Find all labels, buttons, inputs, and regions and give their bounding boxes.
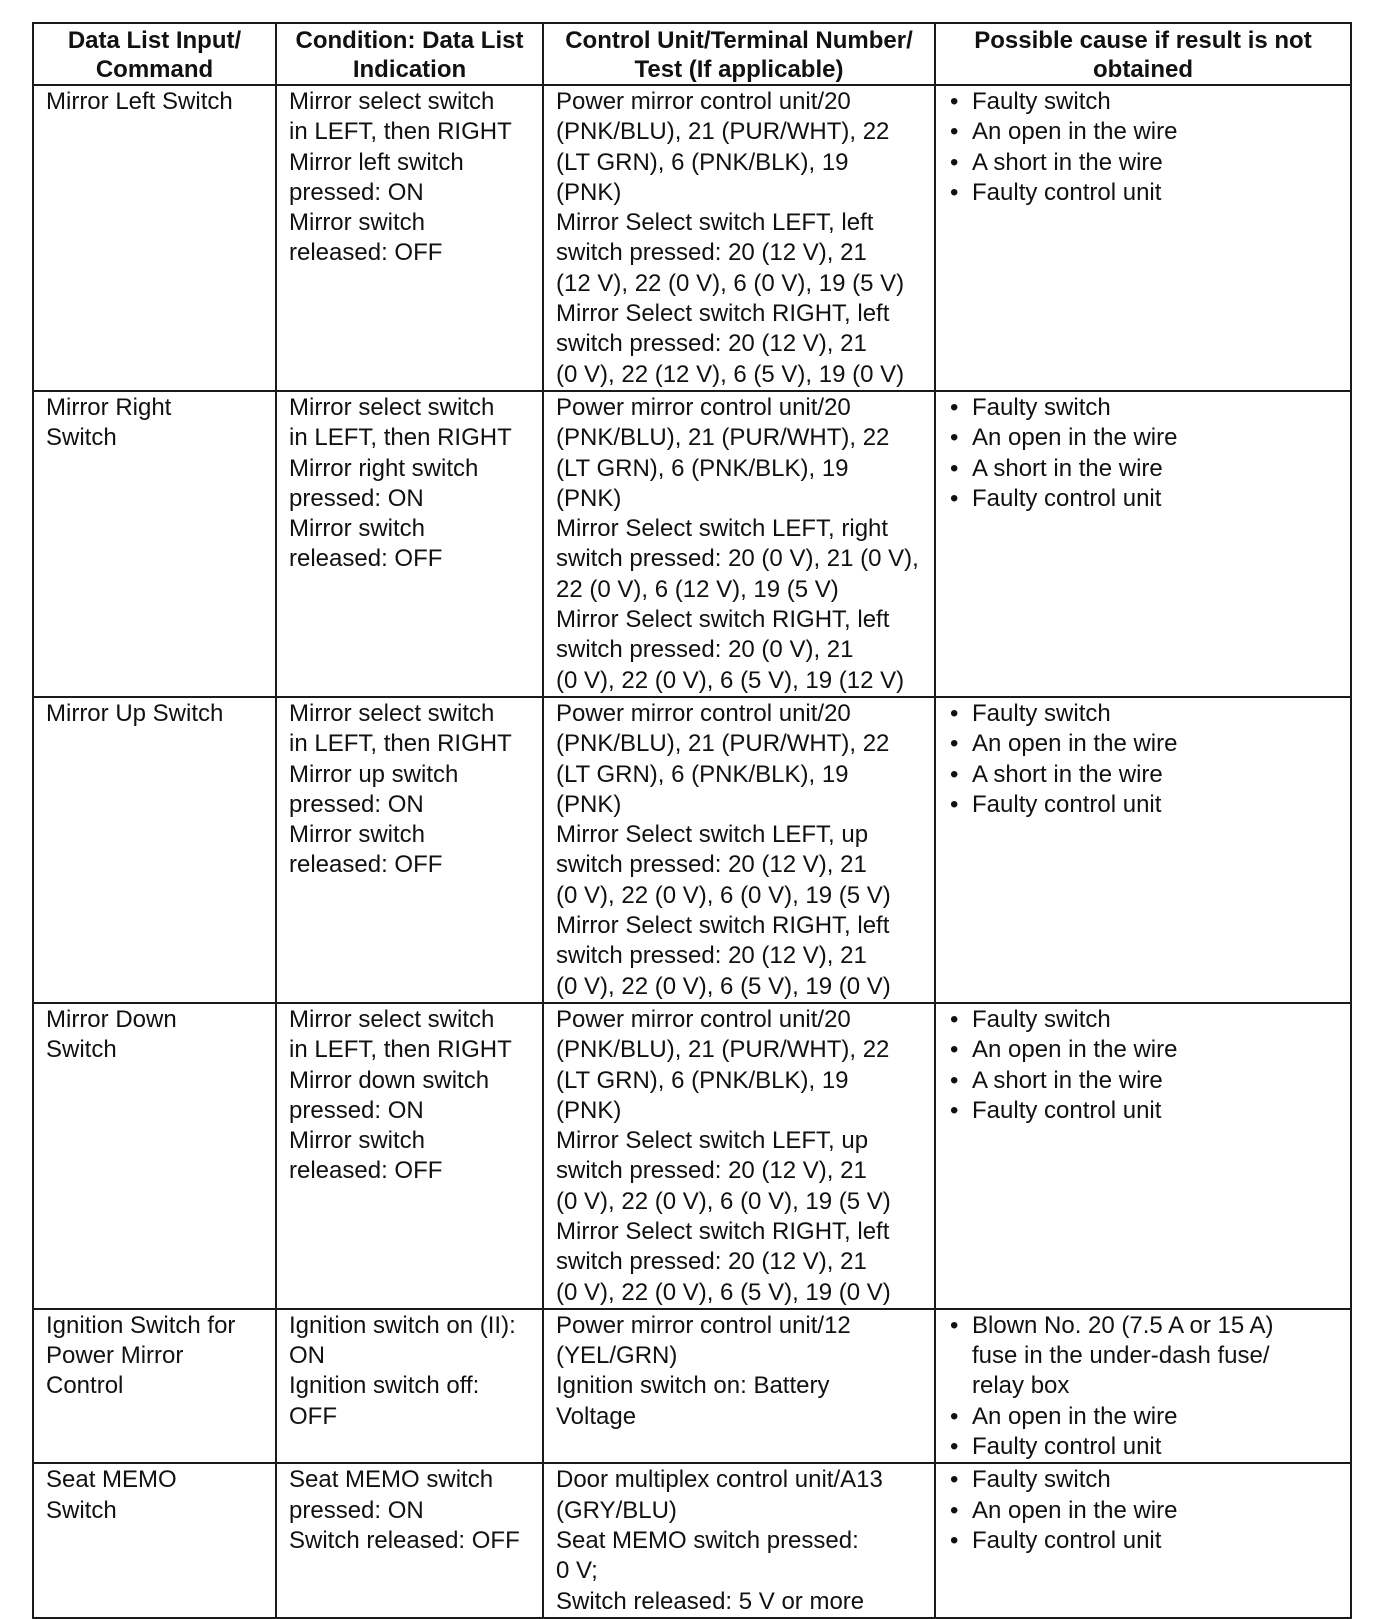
cell-input	[33, 1463, 276, 1617]
cell-condition-line: Ignition switch on (II):	[289, 1311, 516, 1339]
cause-line: • Faulty control unit	[972, 790, 1162, 818]
table-row	[33, 1463, 1351, 1617]
cell-test-line: Mirror Select switch RIGHT, left	[556, 606, 890, 634]
cause-line: • Faulty switch	[972, 1005, 1111, 1033]
cell-condition-line: Mirror left switch	[289, 148, 464, 176]
header-line: Command	[95, 56, 214, 83]
cell-test-line: Power mirror control unit/20	[556, 1005, 851, 1033]
cell-test-line: (0 V), 22 (0 V), 6 (0 V), 19 (5 V)	[556, 1187, 891, 1215]
cause-item	[948, 1465, 1342, 1495]
cause-item	[948, 1096, 1342, 1126]
cause-line: relay box	[972, 1372, 1070, 1400]
cell-input	[33, 391, 276, 697]
cause-line: • An open in the wire	[972, 1036, 1178, 1064]
cell-test-line: switch pressed: 20 (12 V), 21	[556, 1248, 867, 1276]
cause-item	[948, 1005, 1342, 1035]
cause-line: • Faulty switch	[972, 88, 1111, 115]
cell-condition-line: pressed: ON	[289, 178, 424, 206]
cell-condition-line: Mirror down switch	[289, 1066, 490, 1094]
cell-input	[33, 1003, 276, 1309]
cause-item	[948, 423, 1342, 453]
cause-line: • A short in the wire	[972, 760, 1163, 788]
cell-condition	[276, 697, 543, 1003]
cause-item	[948, 117, 1342, 147]
cell-causes	[935, 85, 1351, 391]
cause-line: • Faulty switch	[972, 1466, 1111, 1494]
cell-condition-line: Mirror select switch	[289, 393, 495, 421]
cause-item	[948, 1432, 1342, 1462]
causes-list	[948, 1311, 1342, 1462]
cell-condition-line: released: OFF	[289, 851, 443, 879]
header-condition	[276, 23, 543, 85]
cell-condition-line: released: OFF	[289, 1157, 443, 1185]
cell-condition-line: pressed: ON	[289, 1096, 424, 1124]
cell-test	[543, 391, 935, 697]
cause-line: • Blown No. 20 (7.5 A or 15 A)	[972, 1311, 1274, 1339]
cell-test-line: switch pressed: 20 (0 V), 21 (0 V),	[556, 545, 919, 573]
cause-line: • Faulty control unit	[972, 178, 1162, 206]
cell-test-line: switch pressed: 20 (12 V), 21	[556, 239, 867, 267]
cell-condition-line: Mirror switch	[289, 209, 425, 237]
cell-test-line: (PNK/BLU), 21 (PUR/WHT), 22	[556, 730, 890, 758]
cell-input	[33, 1309, 276, 1463]
cell-input-line: Switch	[46, 1496, 117, 1524]
cell-causes	[935, 1309, 1351, 1463]
cause-line: • Faulty control unit	[972, 484, 1162, 512]
cell-test-line: (PNK)	[556, 484, 622, 512]
cause-line: • A short in the wire	[972, 1066, 1163, 1094]
cell-condition-line: Mirror right switch	[289, 454, 479, 482]
header-line: obtained	[1093, 56, 1193, 83]
cell-input-line: Seat MEMO	[46, 1466, 177, 1494]
cell-test-line: (PNK)	[556, 1096, 622, 1124]
cell-condition-line: released: OFF	[289, 239, 443, 267]
cell-test-line: Power mirror control unit/20	[556, 393, 851, 421]
cell-causes	[935, 697, 1351, 1003]
cause-item	[948, 178, 1342, 208]
cause-item	[948, 1311, 1342, 1402]
cause-item	[948, 729, 1342, 759]
cell-test-line: (LT GRN), 6 (PNK/BLK), 19	[556, 1066, 849, 1094]
cause-item	[948, 1066, 1342, 1096]
cause-line: • An open in the wire	[972, 1496, 1178, 1524]
cause-item	[948, 1496, 1342, 1526]
cell-test-line: (0 V), 22 (0 V), 6 (5 V), 19 (12 V)	[556, 666, 905, 694]
cell-test-line: Seat MEMO switch pressed:	[556, 1526, 859, 1554]
cell-test-line: (YEL/GRN)	[556, 1342, 678, 1370]
cell-condition-line: in LEFT, then RIGHT	[289, 118, 512, 146]
cell-input-line: Mirror Up Switch	[46, 699, 224, 727]
cell-test-line: Mirror Select switch RIGHT, left	[556, 912, 890, 940]
cause-item	[948, 790, 1342, 820]
cell-causes	[935, 391, 1351, 697]
header-line: Condition: Data List	[295, 27, 524, 54]
cell-condition	[276, 1463, 543, 1617]
cell-input	[33, 697, 276, 1003]
cell-input-line: Ignition Switch for	[46, 1311, 236, 1339]
cause-line: • Faulty switch	[972, 393, 1111, 421]
cell-condition-line: pressed: ON	[289, 1496, 424, 1524]
cell-causes	[935, 1003, 1351, 1309]
cell-condition-line: in LEFT, then RIGHT	[289, 730, 512, 758]
table-row	[33, 391, 1351, 697]
cell-condition-line: Mirror select switch	[289, 1005, 495, 1033]
cell-test	[543, 1309, 935, 1463]
cell-test	[543, 697, 935, 1003]
cell-test-line: (PNK)	[556, 178, 622, 206]
causes-list	[948, 1465, 1342, 1556]
cell-test-line: (0 V), 22 (0 V), 6 (0 V), 19 (5 V)	[556, 881, 891, 909]
cell-test-line: Switch released: 5 V or more	[556, 1587, 865, 1615]
cause-item	[948, 760, 1342, 790]
cell-condition-line: released: OFF	[289, 545, 443, 573]
cell-input-line: Switch	[46, 424, 117, 452]
cause-item	[948, 87, 1342, 117]
cell-test-line: Power mirror control unit/20	[556, 699, 851, 727]
cell-test	[543, 85, 935, 391]
cell-test-line: Power mirror control unit/12	[556, 1311, 851, 1339]
cell-input-line: Mirror Left Switch	[46, 88, 233, 115]
causes-list	[948, 1005, 1342, 1126]
cell-test-line: Ignition switch on: Battery	[556, 1372, 830, 1400]
cell-test-line: Door multiplex control unit/A13	[556, 1466, 883, 1494]
cell-condition-line: Mirror switch	[289, 1127, 425, 1155]
cell-test-line: (12 V), 22 (0 V), 6 (0 V), 19 (5 V)	[556, 269, 905, 297]
cell-test-line: (LT GRN), 6 (PNK/BLK), 19	[556, 760, 849, 788]
cell-condition-line: pressed: ON	[289, 484, 424, 512]
cell-test-line: (PNK)	[556, 790, 622, 818]
cell-test-line: (0 V), 22 (0 V), 6 (5 V), 19 (0 V)	[556, 972, 891, 1000]
cell-test-line: (GRY/BLU)	[556, 1496, 677, 1524]
header-input	[33, 23, 276, 85]
cause-line: • Faulty switch	[972, 699, 1111, 727]
cause-line: • Faulty control unit	[972, 1433, 1162, 1461]
table-row	[33, 1003, 1351, 1309]
cell-condition-line: OFF	[289, 1402, 337, 1430]
cell-input-line: Control	[46, 1372, 124, 1400]
cause-line: • An open in the wire	[972, 118, 1178, 146]
cell-test-line: switch pressed: 20 (12 V), 21	[556, 851, 867, 879]
cell-causes	[935, 1463, 1351, 1617]
cell-test-line: Voltage	[556, 1402, 637, 1430]
cell-condition-line: Mirror select switch	[289, 699, 495, 727]
cell-condition-line: Mirror select switch	[289, 88, 495, 115]
cell-test-line: (LT GRN), 6 (PNK/BLK), 19	[556, 454, 849, 482]
header-line: Indication	[352, 56, 467, 83]
cell-test-line: (PNK/BLU), 21 (PUR/WHT), 22	[556, 1036, 890, 1064]
header-row	[33, 23, 1351, 85]
header-test	[543, 23, 935, 85]
header-line: Data List Input/	[67, 27, 242, 54]
cell-condition-line: Mirror switch	[289, 821, 425, 849]
cell-test-line: Power mirror control unit/20	[556, 88, 851, 115]
header-causes	[935, 23, 1351, 85]
header-line: Test (If applicable)	[634, 56, 844, 83]
cell-test	[543, 1003, 935, 1309]
cause-line: • An open in the wire	[972, 730, 1178, 758]
cell-condition	[276, 391, 543, 697]
cell-condition-line: ON	[289, 1342, 325, 1370]
cell-test-line: 22 (0 V), 6 (12 V), 19 (5 V)	[556, 575, 839, 603]
cell-test-line: (LT GRN), 6 (PNK/BLK), 19	[556, 148, 849, 176]
cell-input-line: Switch	[46, 1036, 117, 1064]
table-row	[33, 1309, 1351, 1463]
cell-test-line: Mirror Select switch LEFT, right	[556, 515, 889, 543]
data-list-table	[32, 22, 1352, 1619]
cell-test-line: Mirror Select switch LEFT, up	[556, 821, 869, 849]
cause-item	[948, 699, 1342, 729]
cell-input-line: Mirror Right	[46, 393, 172, 421]
cause-line: • An open in the wire	[972, 424, 1178, 452]
causes-list	[948, 699, 1342, 820]
header-line: Control Unit/Terminal Number/	[565, 27, 913, 54]
cell-condition-line: Seat MEMO switch	[289, 1466, 494, 1494]
cell-test-line: (0 V), 22 (12 V), 6 (5 V), 19 (0 V)	[556, 360, 905, 388]
cell-test-line: switch pressed: 20 (12 V), 21	[556, 330, 867, 358]
cause-item	[948, 1402, 1342, 1432]
cell-condition-line: Switch released: OFF	[289, 1526, 520, 1554]
cause-line: fuse in the under-dash fuse/	[972, 1342, 1270, 1370]
cell-test-line: Mirror Select switch RIGHT, left	[556, 300, 890, 328]
cell-input	[33, 85, 276, 391]
cell-test-line: (PNK/BLU), 21 (PUR/WHT), 22	[556, 118, 890, 146]
cell-test-line: switch pressed: 20 (12 V), 21	[556, 1157, 867, 1185]
cell-test-line: switch pressed: 20 (12 V), 21	[556, 942, 867, 970]
cell-test-line: Mirror Select switch LEFT, left	[556, 209, 874, 237]
cause-item	[948, 484, 1342, 514]
cell-test	[543, 1463, 935, 1617]
table-row	[33, 697, 1351, 1003]
table-row	[33, 85, 1351, 391]
cause-item	[948, 393, 1342, 423]
cell-condition-line: in LEFT, then RIGHT	[289, 1036, 512, 1064]
cell-condition-line: pressed: ON	[289, 790, 424, 818]
cause-line: • A short in the wire	[972, 148, 1163, 176]
cell-test-line: 0 V;	[556, 1557, 598, 1585]
cell-condition	[276, 85, 543, 391]
cell-condition-line: in LEFT, then RIGHT	[289, 424, 512, 452]
cause-item	[948, 1526, 1342, 1556]
causes-list	[948, 87, 1342, 208]
cell-test-line: (0 V), 22 (0 V), 6 (5 V), 19 (0 V)	[556, 1278, 891, 1306]
cell-input-line: Mirror Down	[46, 1005, 177, 1033]
cell-test-line: (PNK/BLU), 21 (PUR/WHT), 22	[556, 424, 890, 452]
causes-list	[948, 393, 1342, 514]
cause-item	[948, 148, 1342, 178]
cause-line: • Faulty control unit	[972, 1096, 1162, 1124]
cause-line: • A short in the wire	[972, 454, 1163, 482]
cause-line: • Faulty control unit	[972, 1526, 1162, 1554]
cause-item	[948, 454, 1342, 484]
cell-input-line: Power Mirror	[46, 1342, 184, 1370]
cell-condition-line: Mirror switch	[289, 515, 425, 543]
cause-item	[948, 1035, 1342, 1065]
cell-condition-line: Ignition switch off:	[289, 1372, 480, 1400]
cell-condition	[276, 1309, 543, 1463]
cell-test-line: Mirror Select switch LEFT, up	[556, 1127, 869, 1155]
cell-condition-line: Mirror up switch	[289, 760, 459, 788]
cell-test-line: Mirror Select switch RIGHT, left	[556, 1217, 890, 1245]
table-body	[33, 85, 1351, 1618]
cell-condition	[276, 1003, 543, 1309]
cause-line: • An open in the wire	[972, 1402, 1178, 1430]
header-line: Possible cause if result is not	[974, 27, 1312, 54]
cell-test-line: switch pressed: 20 (0 V), 21	[556, 636, 854, 664]
